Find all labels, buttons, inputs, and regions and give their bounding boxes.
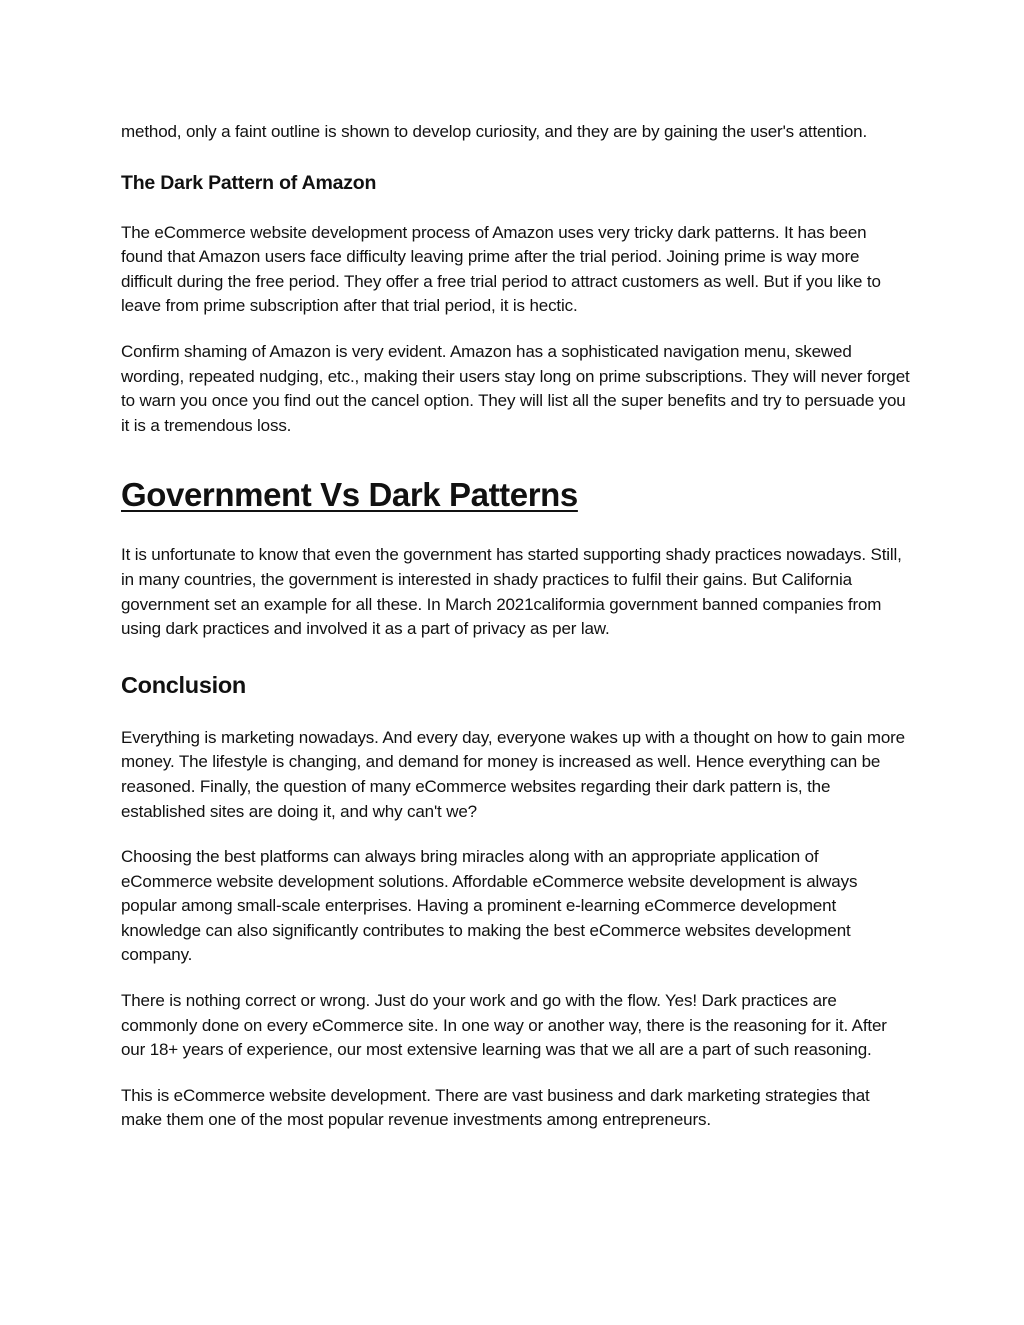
conclusion-paragraph-2: Choosing the best platforms can always bring miracles along with an appropriate application of eCommerce website development solutions. Affordable eCommerce website development is always popular among small-scale enterprises. Having a prominent e-learning eCommerce development knowledge can also significantly contributes to making the best eCommerce websites development company. xyxy=(121,847,858,965)
conclusion-heading: Conclusion xyxy=(121,671,246,698)
document-page xyxy=(121,120,911,1133)
government-paragraph-1: It is unfortunate to know that even the government has started supporting shady practices nowadays. Still, in many countries, the government is interested in shady practices to fulfil their gains. But California government set an example for all these. In March 2021califormia government banned companies from using dark practices and involved it as a part of privacy as per law. xyxy=(121,545,902,639)
amazon-section-heading: The Dark Pattern of Amazon xyxy=(121,171,377,194)
amazon-paragraph-1: The eCommerce website development process of Amazon uses very tricky dark patterns. It has been found that Amazon users face difficulty leaving prime after the trial period. Joining prime is way more difficult during the free period. They offer a free trial period to attract customers as well. But if you like to leave from prime subscription after that trial period, it is hectic. xyxy=(121,222,881,316)
amazon-paragraph-2: Confirm shaming of Amazon is very evident. Amazon has a sophisticated navigation menu, skewed wording, repeated nudging, etc., making their users stay long on prime subscriptions. They will never forget to warn you once you find out the cancel option. They will list all the super benefits and try to persuade you it is a tremendous loss. xyxy=(121,341,910,435)
government-section-heading: Government Vs Dark Patterns xyxy=(121,476,578,514)
intro-paragraph: method, only a faint outline is shown to develop curiosity, and they are by gaining the user's attention. xyxy=(121,122,868,141)
conclusion-paragraph-1: Everything is marketing nowadays. And every day, everyone wakes up with a thought on how to gain more money. The lifestyle is changing, and demand for money is increased as well. Hence everything can be reasoned. Finally, the question of many eCommerce websites regarding their dark pattern is, the established sites are doing it, and why can't we? xyxy=(121,727,905,821)
conclusion-paragraph-3: There is nothing correct or wrong. Just do your work and go with the flow. Yes! Dark practices are commonly done on every eCommerce site. In one way or another way, there is the reasoning for it. After our 18+ years of experience, our most extensive learning was that we all are a part of such reasoning. xyxy=(121,991,887,1060)
conclusion-paragraph-4: This is eCommerce website development. There are vast business and dark marketing strategies that make them one of the most popular revenue investments among entrepreneurs. xyxy=(121,1085,870,1130)
